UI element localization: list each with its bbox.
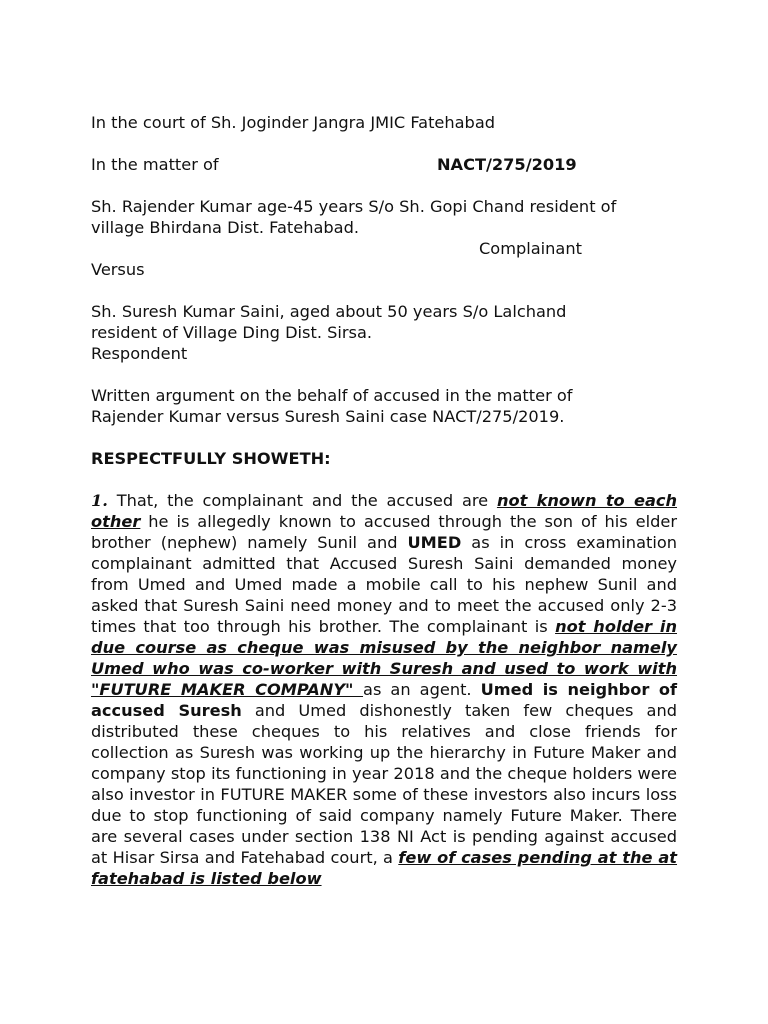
- complainant-details-2: village Bhirdana Dist. Fatehabad.: [91, 218, 360, 237]
- section-heading: RESPECTFULLY SHOWETH:: [91, 449, 331, 468]
- emphasis-neighbor: Umed is neighbor of accused Suresh: [91, 680, 678, 720]
- versus-label: Versus: [91, 260, 145, 279]
- paragraph-1: 1. That, the complainant and the accused are not known to each other he is allegedly known to accused through the son of his elder brother (nephew) namely Sunil and UMED as in cross examination complainant admitted that Accused Suresh Saini demanded money from Umed and Umed made a mobile call to his nephew Sunil and asked that Suresh Saini need money and to meet the accused only 2-3 times that too through his brother. The complainant is not holder in due course as cheque was misused by the neighbor namely Umed who was co-worker with Suresh and used to work with "FUTURE MAKER COMPANY" as an agent. Umed is neighbor of accused Suresh and Umed dishonestly taken few cheques and distributed these cheques to his relatives and close friends for collection as Suresh was working up the hierarchy in Future Maker and company stop its functioning in year 2018 and the cheque holders were also investor in FUTURE MAKER some of these investors also incurs loss due to stop functioning of said company namely Future Maker. There are several cases under section 138 NI Act is pending against accused at Hisar Sirsa and Fatehabad court, a few of cases pending at the at fatehabad is listed below: [91, 491, 678, 888]
- case-number: NACT/275/2019: [437, 155, 577, 174]
- matter-line: [91, 154, 677, 175]
- document-page: [91, 112, 677, 889]
- emphasis-umed: UMED: [407, 533, 462, 552]
- paragraph-number: 1.: [91, 491, 108, 510]
- emphasis-not-holder: not holder in due course as cheque was misused by the neighbor namely Umed who was co-worker with Suresh and used to work with "FUTURE MAKER COMPANY": [91, 617, 677, 699]
- argument-line-1: Written argument on the behalf of accused in the matter of: [91, 386, 573, 405]
- argument-line-2: Rajender Kumar versus Suresh Saini case NACT/275/2019.: [91, 407, 565, 426]
- matter-label: In the matter of: [91, 155, 219, 174]
- complainant-details-1: Sh. Rajender Kumar age-45 years S/o Sh. Gopi Chand resident of: [91, 197, 617, 216]
- emphasis-not-known: not known to each other: [91, 491, 678, 531]
- complainant-role: Complainant: [479, 239, 582, 258]
- respondent-details-2: resident of Village Ding Dist. Sirsa.: [91, 323, 373, 342]
- respondent-details-1: Sh. Suresh Kumar Saini, aged about 50 years S/o Lalchand: [91, 302, 567, 321]
- court-line: In the court of Sh. Joginder Jangra JMIC Fatehabad: [91, 113, 496, 132]
- respondent-role: Respondent: [91, 344, 188, 363]
- emphasis-cases-listed: few of cases pending at the at fatehabad is listed below: [91, 848, 678, 888]
